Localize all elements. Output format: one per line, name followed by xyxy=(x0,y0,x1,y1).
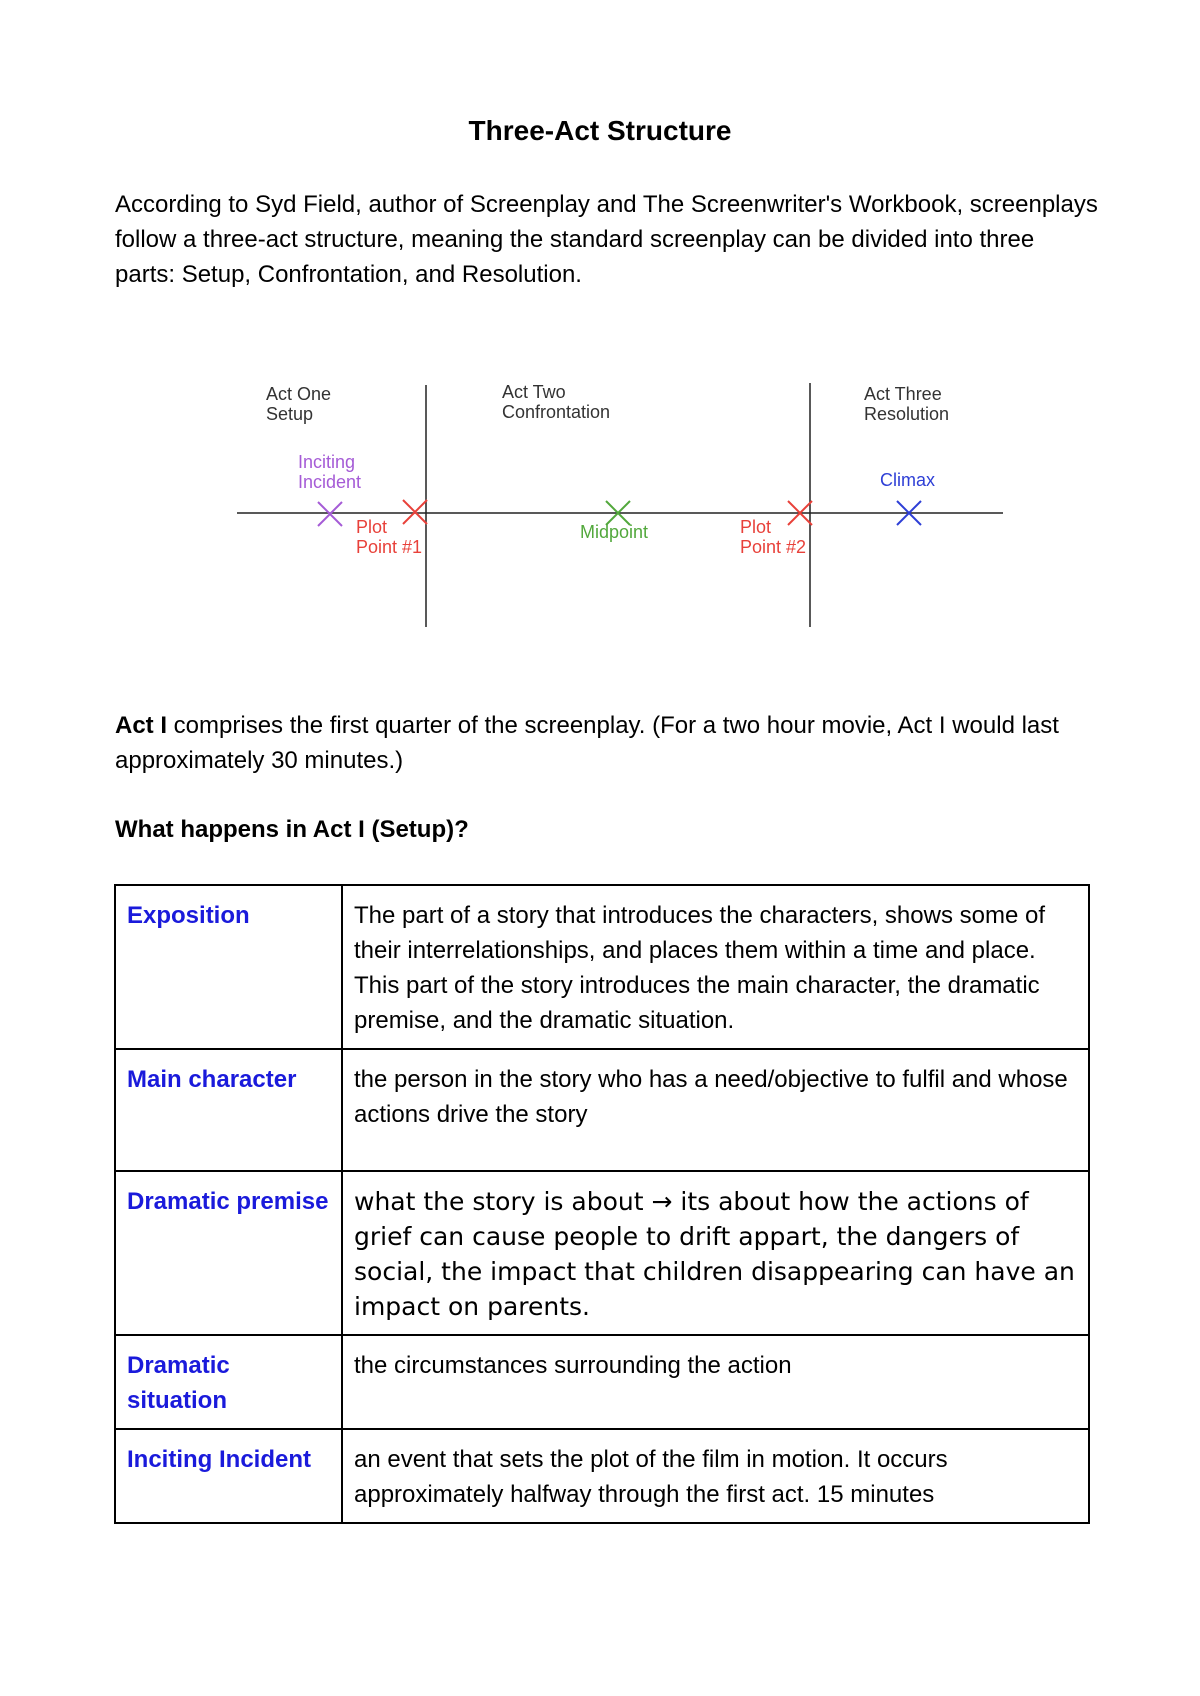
midpoint-label: Midpoint xyxy=(580,522,649,542)
table-row xyxy=(115,885,1089,1049)
table-row xyxy=(115,1171,1089,1335)
definition-cell: The part of a story that introduces the characters, shows some of their interrelationships, and places them within a time and place. This part of the story introduces the main character, the dramatic premise, and the dramatic situation. xyxy=(342,885,1089,1049)
definition-cell: the circumstances surrounding the action xyxy=(342,1335,1089,1429)
intro-paragraph: According to Syd Field, author of Screenplay and The Screenwriter's Workbook, screenplays follow a three-act structure, meaning the standard screenplay can be divided into three parts: Setup, Confrontation, and Resolution. xyxy=(115,191,1098,288)
act-one-text: comprises the first quarter of the screenplay. (For a two hour movie, Act I would last approximately 30 minutes.) xyxy=(115,712,1059,774)
definitions-table xyxy=(114,884,1090,1524)
plot-point-2-label-2: Point #2 xyxy=(740,537,807,557)
act-one-lead: Act I xyxy=(115,712,168,739)
plot-point-2-label-1: Plot xyxy=(740,517,772,537)
term-cell: Main character xyxy=(115,1049,342,1171)
table-row xyxy=(115,1049,1089,1171)
three-act-diagram xyxy=(0,370,1200,640)
act-three-subtitle: Resolution xyxy=(864,404,950,424)
inciting-incident-label-2: Incident xyxy=(298,472,362,492)
climax-label: Climax xyxy=(880,470,936,490)
act-one-question: What happens in Act I (Setup)? xyxy=(115,816,469,843)
term-cell: Dramatic premise xyxy=(115,1171,342,1335)
term-cell: Dramatic situation xyxy=(115,1335,342,1429)
term-cell: Inciting Incident xyxy=(115,1429,342,1523)
term-cell: Exposition xyxy=(115,885,342,1049)
table-row xyxy=(115,1335,1089,1429)
table-row xyxy=(115,1429,1089,1523)
plot-point-1-label-2: Point #1 xyxy=(356,537,423,557)
act-one-paragraph xyxy=(115,708,1100,778)
act-three-name: Act Three xyxy=(864,384,942,404)
act-one-subtitle: Setup xyxy=(266,404,314,424)
inciting-incident-marker xyxy=(318,502,342,526)
definition-cell: the person in the story who has a need/objective to fulfil and whose actions drive the story xyxy=(342,1049,1089,1171)
act-two-name: Act Two xyxy=(502,382,566,402)
definition-cell: what the story is about → its about how the actions of grief can cause people to drift appart, the dangers of social, the impact that children disappearing can have an impact on parents. xyxy=(342,1171,1089,1335)
inciting-incident-label-1: Inciting xyxy=(298,452,356,472)
definition-cell: an event that sets the plot of the film in motion. It occurs approximately halfway through the first act. 15 minutes xyxy=(342,1429,1089,1523)
act-two-subtitle: Confrontation xyxy=(502,402,611,422)
plot-point-1-marker xyxy=(403,500,427,524)
page-title: Three-Act Structure xyxy=(468,115,732,146)
act-one-name: Act One xyxy=(266,384,332,404)
plot-point-1-label-1: Plot xyxy=(356,517,388,537)
